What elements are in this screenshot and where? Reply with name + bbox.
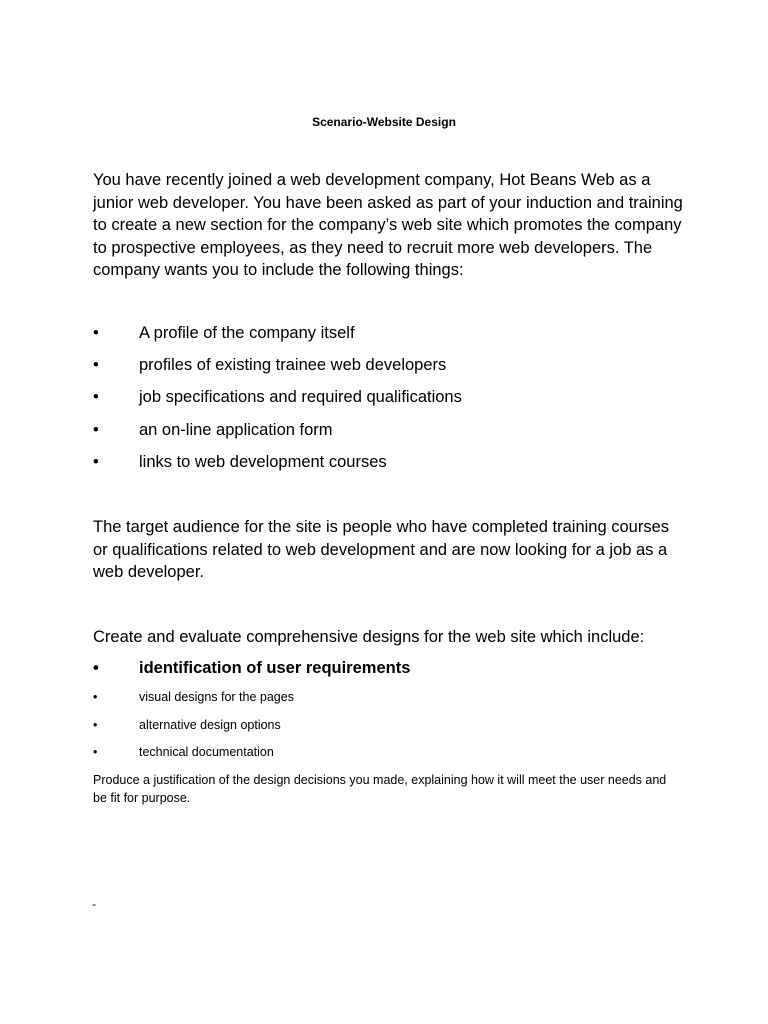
trailing-mark: - [92,897,96,911]
task-list-emphasis [93,657,683,689]
list-item-text: A profile of the company itself [139,324,355,342]
list-item-text: links to web development courses [139,452,387,471]
list-item-text: visual designs for the pages [139,690,294,704]
list-item [93,657,683,689]
requirements-list [93,322,683,483]
list-item [93,717,683,745]
bullet-icon: • [93,659,99,677]
bullet-icon: • [93,717,98,732]
bullet-icon: • [93,452,99,471]
list-item-text: an on-line application form [139,420,333,439]
list-item [93,744,683,772]
list-item [93,322,683,354]
bullet-icon: • [93,745,98,759]
intro-paragraph: You have recently joined a web development company, Hot Beans Web as a junior web developer. You have been asked as part of your induction and training to create a new section for the company’s web site which promotes the company to prospective employees, as they need to recruit more web developers. The company wants you to include the following things: [93,171,683,279]
list-item [93,419,683,451]
list-item-text: technical documentation [139,745,274,759]
list-item [93,354,683,386]
list-item-text: job specifications and required qualifications [139,388,462,407]
list-item [93,689,683,717]
list-item-text: profiles of existing trainee web developers [139,356,447,375]
task-list [93,689,683,772]
list-item [93,386,683,418]
list-item-text: identification of user requirements [139,659,411,677]
bullet-icon: • [93,356,99,375]
bullet-icon: • [93,420,99,439]
list-item-text: alternative design options [139,717,281,732]
audience-paragraph: The target audience for the site is people who have completed training courses or qualifications related to web development and are now looking for a job as a web developer. [93,518,670,581]
bullet-icon: • [93,388,99,407]
task-paragraph: Create and evaluate comprehensive designs for the web site which include: [93,628,645,646]
justification-paragraph: Produce a justification of the design decisions you made, explaining how it will meet the user needs and be fit for purpose. [93,773,667,805]
bullet-icon: • [93,690,98,704]
bullet-icon: • [93,324,99,342]
list-item [93,451,683,483]
document-title: Scenario-Website Design [312,115,456,129]
